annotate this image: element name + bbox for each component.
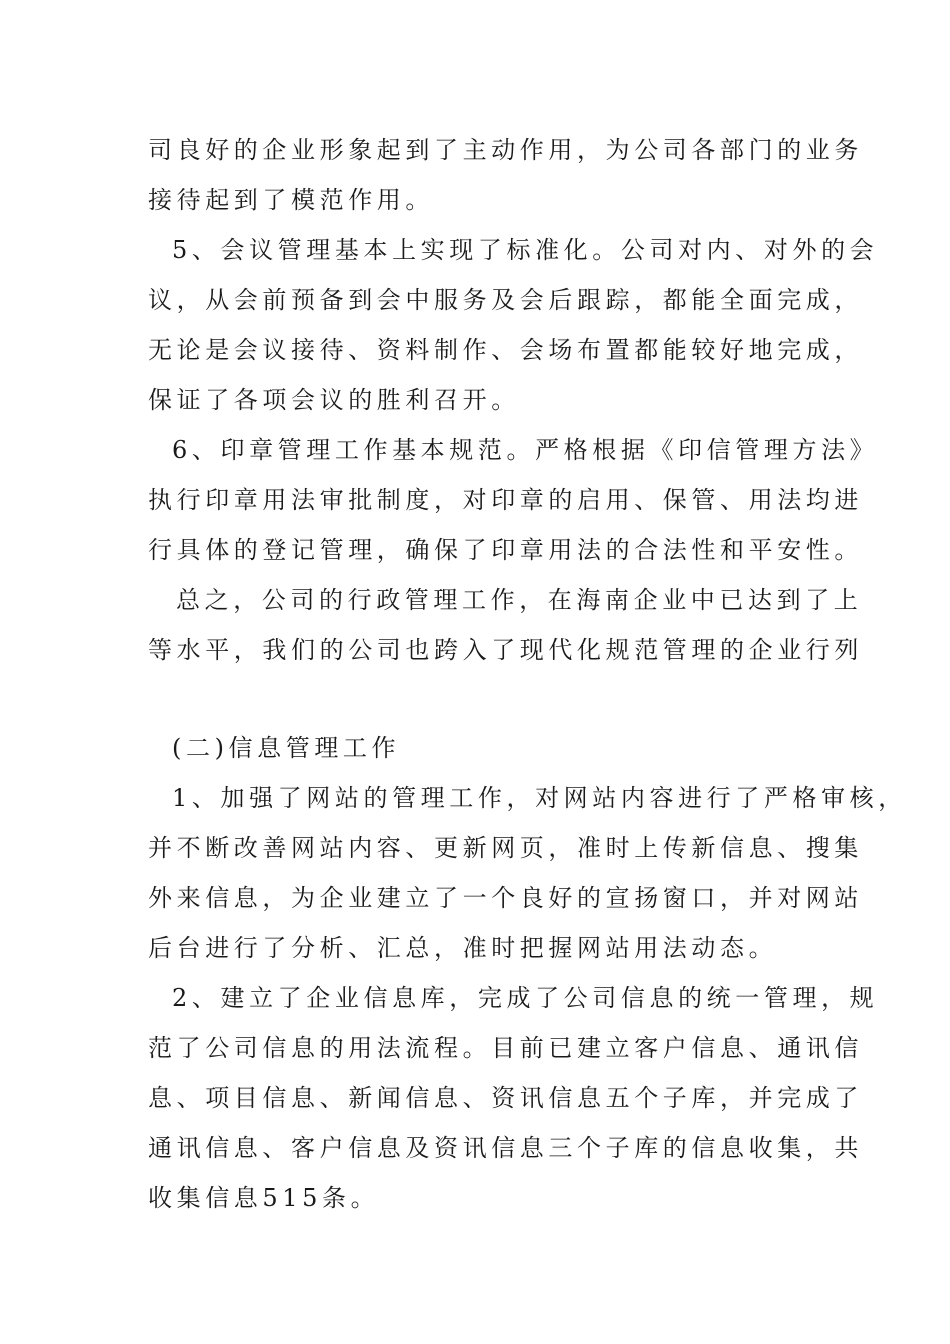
text-line: 6、印章管理工作基本规范。严格根据《印信管理方法》: [172, 436, 879, 464]
text-line: 后台进行了分析、汇总，准时把握网站用法动态。: [148, 934, 778, 962]
text-line: 保证了各项会议的胜利召开。: [148, 386, 520, 414]
text-line: 接待起到了模范作用。: [148, 186, 434, 214]
text-line: 执行印章用法审批制度，对印章的启用、保管、用法均进: [148, 486, 863, 514]
text-line: 外来信息，为企业建立了一个良好的宣扬窗口，并对网站: [148, 884, 863, 912]
text-line: 无论是会议接待、资料制作、会场布置都能较好地完成，: [148, 336, 863, 364]
text-line: 5、会议管理基本上实现了标准化。公司对内、对外的会: [172, 236, 879, 264]
text-line: 1、加强了网站的管理工作，对网站内容进行了严格审核，: [172, 784, 907, 812]
text-line: 议，从会前预备到会中服务及会后跟踪，都能全面完成，: [148, 286, 863, 314]
text-line: 范了公司信息的用法流程。目前已建立客户信息、通讯信: [148, 1034, 863, 1062]
text-line: 收集信息515条。: [148, 1184, 380, 1212]
text-line: 通讯信息、客户信息及资讯信息三个子库的信息收集，共: [148, 1134, 863, 1162]
text-line: 等水平，我们的公司也跨入了现代化规范管理的企业行列: [148, 636, 863, 664]
text-line: 总之，公司的行政管理工作，在海南企业中已达到了上: [176, 586, 863, 614]
text-line: 行具体的登记管理，确保了印章用法的合法性和平安性。: [148, 536, 863, 564]
text-line: 息、项目信息、新闻信息、资讯信息五个子库，并完成了: [148, 1084, 863, 1112]
text-line: 并不断改善网站内容、更新网页，准时上传新信息、搜集: [148, 834, 863, 862]
text-line: 2、建立了企业信息库，完成了公司信息的统一管理，规: [172, 984, 879, 1012]
section-heading: (二)信息管理工作: [172, 734, 401, 762]
text-line: 司良好的企业形象起到了主动作用，为公司各部门的业务: [148, 136, 863, 164]
